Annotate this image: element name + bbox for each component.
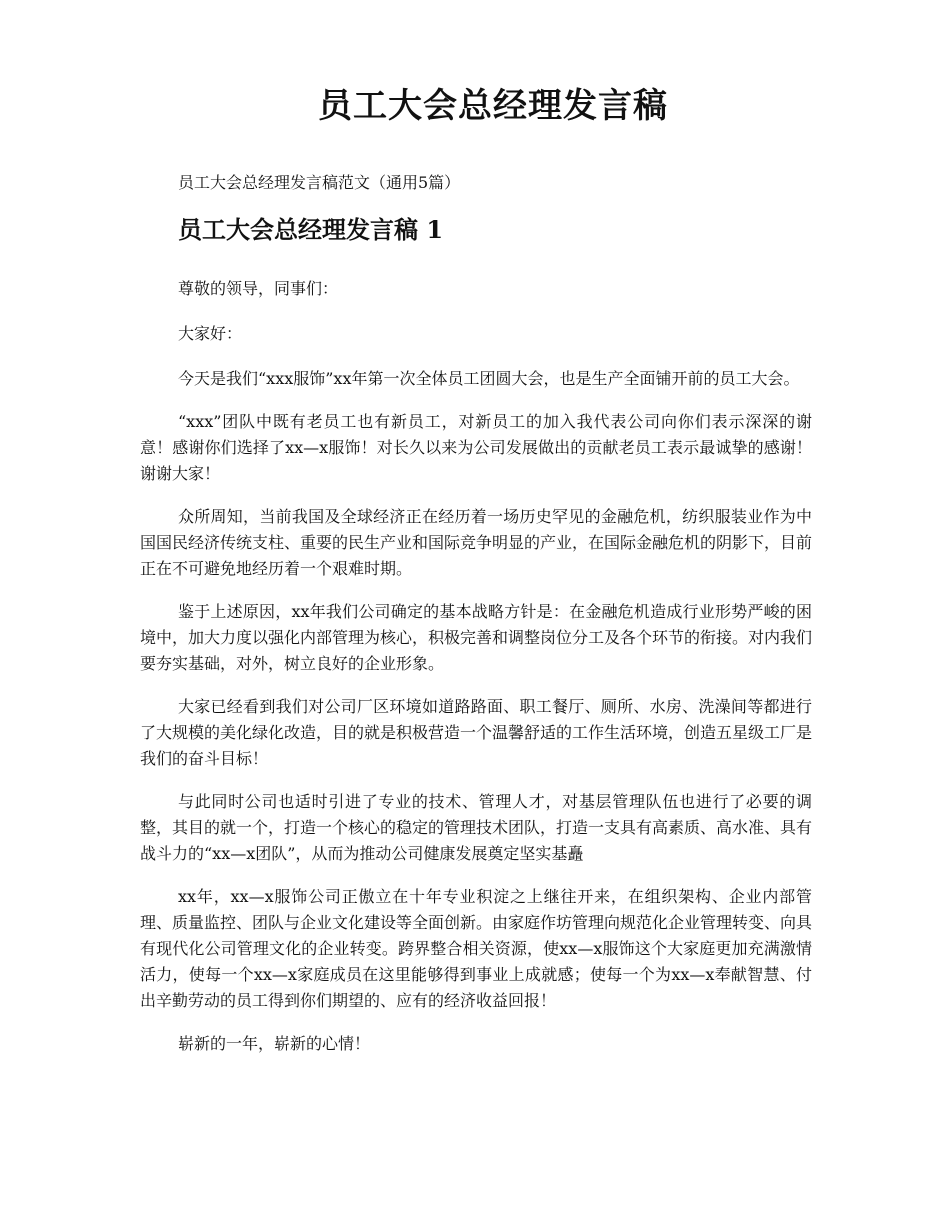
speech-body [140, 276, 812, 1074]
greeting-paragraph: 大家好： [178, 324, 243, 343]
body-paragraph: 今天是我们“xxx服饰”xx年第一次全体员工团圆大会，也是生产全面铺开前的员工大会。 [178, 369, 800, 388]
body-paragraph: 众所周知，当前我国及全球经济正在经历着一场历史罕见的金融危机，纺织服装业作为中国国民经济传统支柱、重要的民生产业和国际竞争明显的产业，在国际金融危机的阴影下，目前正在不可避免地经历着一个艰难时期。 [140, 507, 813, 578]
document-subtitle: 员工大会总经理发言稿范文（通用5篇） [178, 173, 461, 192]
closing-paragraph: 崭新的一年，崭新的心情！ [178, 1034, 371, 1053]
body-paragraph: “xxx”团队中既有老员工也有新员工，对新员工的加入我代表公司向你们表示深深的谢意！感谢你们选择了xx—x服饰！对长久以来为公司发展做出的贡献老员工表示最诚挚的感谢！谢谢大家！ [140, 412, 812, 483]
section-heading: 员工大会总经理发言稿 1 [178, 215, 444, 244]
body-paragraph: xx年，xx—x服饰公司正傲立在十年专业积淀之上继往开来，在组织架构、企业内部管理、质量监控、团队与企业文化建设等全面创新。由家庭作坊管理向规范化企业管理转变、向具有现代化公司管理文化的企业转变。跨界整合相关资源，使xx—x服饰这个大家庭更加充满激情活力，使每一个xx—x家庭成员在这里能够得到事业上成就感；使每一个为xx—x奉献智慧、付出辛勤劳动的员工得到你们期望的、应有的经济收益回报！ [140, 887, 813, 1010]
document-title: 员工大会总经理发言稿 [318, 86, 668, 126]
body-paragraph: 鉴于上述原因，xx年我们公司确定的基本战略方针是：在金融危机造成行业形势严峻的困境中，加大力度以强化内部管理为核心，积极完善和调整岗位分工及各个环节的衔接。对内我们要夯实基础，对外，树立良好的企业形象。 [140, 602, 813, 673]
body-paragraph: 与此同时公司也适时引进了专业的技术、管理人才，对基层管理队伍也进行了必要的调整，其目的就一个，打造一个核心的稳定的管理技术团队，打造一支具有高素质、高水准、具有战斗力的“xx—x团队”，从而为推动公司健康发展奠定坚实基矗 [140, 792, 813, 863]
body-paragraph: 大家已经看到我们对公司厂区环境如道路路面、职工餐厅、厕所、水房、洗澡间等都进行了大规模的美化绿化改造，目的就是积极营造一个温馨舒适的工作生活环境，创造五星级工厂是我们的奋斗目标！ [140, 697, 813, 768]
salutation-paragraph: 尊敬的领导，同事们： [178, 279, 339, 298]
